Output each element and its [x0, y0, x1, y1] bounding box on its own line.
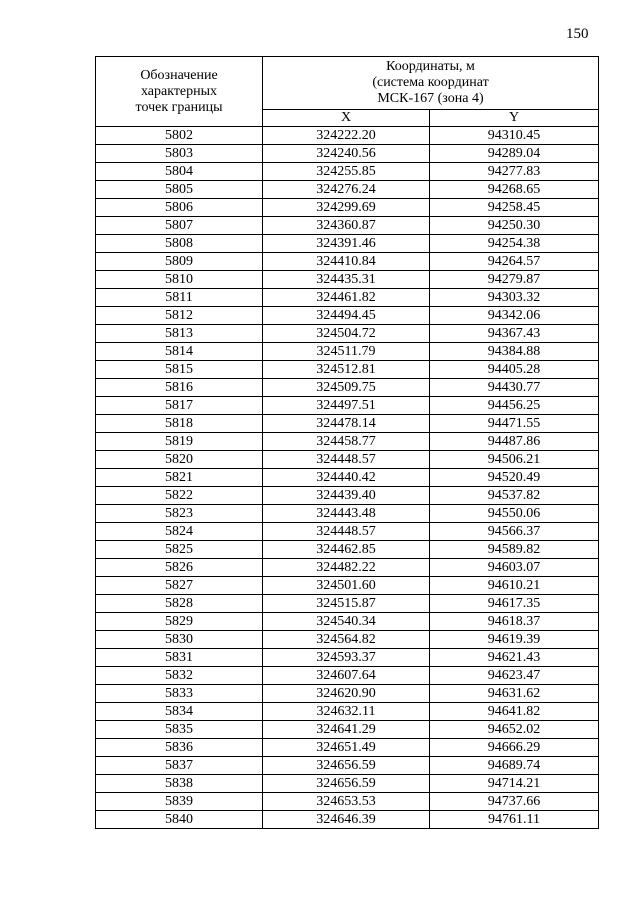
y-coordinate-cell: 94310.45 — [430, 127, 599, 145]
y-coordinate-cell: 94617.35 — [430, 595, 599, 613]
x-coordinate-cell: 324593.37 — [263, 649, 430, 667]
header-point-line: Обозначение — [140, 67, 218, 83]
y-coordinate-cell: 94603.07 — [430, 559, 599, 577]
y-coordinate-cell: 94652.02 — [430, 721, 599, 739]
x-coordinate-cell: 324651.49 — [263, 739, 430, 757]
y-coordinate-cell: 94279.87 — [430, 271, 599, 289]
y-coordinate-cell: 94430.77 — [430, 379, 599, 397]
x-coordinate-cell: 324511.79 — [263, 343, 430, 361]
y-coordinate-cell: 94268.65 — [430, 181, 599, 199]
point-id-cell: 5826 — [96, 559, 263, 577]
point-id-cell: 5829 — [96, 613, 263, 631]
y-coordinate-cell: 94737.66 — [430, 793, 599, 811]
point-id-cell: 5802 — [96, 127, 263, 145]
table-row — [96, 397, 599, 415]
table-row — [96, 613, 599, 631]
y-coordinate-cell: 94277.83 — [430, 163, 599, 181]
x-coordinate-cell: 324515.87 — [263, 595, 430, 613]
y-coordinate-cell: 94520.49 — [430, 469, 599, 487]
point-id-cell: 5821 — [96, 469, 263, 487]
table-row — [96, 595, 599, 613]
point-id-cell: 5811 — [96, 289, 263, 307]
table-row — [96, 703, 599, 721]
x-coordinate-cell: 324461.82 — [263, 289, 430, 307]
point-id-cell: 5837 — [96, 757, 263, 775]
point-id-cell: 5815 — [96, 361, 263, 379]
x-coordinate-cell: 324620.90 — [263, 685, 430, 703]
x-coordinate-cell: 324494.45 — [263, 307, 430, 325]
table-row — [96, 631, 599, 649]
coordinates-table — [95, 56, 599, 829]
point-id-cell: 5823 — [96, 505, 263, 523]
x-coordinate-cell: 324509.75 — [263, 379, 430, 397]
x-coordinate-cell: 324497.51 — [263, 397, 430, 415]
table-row — [96, 127, 599, 145]
point-id-cell: 5827 — [96, 577, 263, 595]
page-number: 150 — [566, 26, 589, 42]
x-coordinate-cell: 324653.53 — [263, 793, 430, 811]
x-coordinate-cell: 324448.57 — [263, 451, 430, 469]
y-coordinate-cell: 94589.82 — [430, 541, 599, 559]
point-id-cell: 5839 — [96, 793, 263, 811]
y-coordinate-cell: 94250.30 — [430, 217, 599, 235]
table-row — [96, 433, 599, 451]
table-row — [96, 721, 599, 739]
y-coordinate-cell: 94303.32 — [430, 289, 599, 307]
point-id-cell: 5814 — [96, 343, 263, 361]
x-coordinate-cell: 324656.59 — [263, 757, 430, 775]
y-coordinate-cell: 94264.57 — [430, 253, 599, 271]
point-id-cell: 5831 — [96, 649, 263, 667]
y-coordinate-cell: 94689.74 — [430, 757, 599, 775]
table-row — [96, 487, 599, 505]
x-coordinate-cell: 324448.57 — [263, 523, 430, 541]
point-id-cell: 5806 — [96, 199, 263, 217]
table-row — [96, 649, 599, 667]
point-id-cell: 5813 — [96, 325, 263, 343]
x-coordinate-cell: 324222.20 — [263, 127, 430, 145]
table-row — [96, 469, 599, 487]
table-row — [96, 577, 599, 595]
table-row — [96, 217, 599, 235]
point-id-cell: 5828 — [96, 595, 263, 613]
table-row — [96, 145, 599, 163]
table-row — [96, 289, 599, 307]
coordinates-header — [263, 57, 599, 110]
y-coordinate-cell: 94471.55 — [430, 415, 599, 433]
header-coord-line: МСК-167 (зона 4) — [377, 91, 484, 106]
table-row — [96, 343, 599, 361]
point-id-cell: 5810 — [96, 271, 263, 289]
y-coordinate-cell: 94631.62 — [430, 685, 599, 703]
x-coordinate-cell: 324360.87 — [263, 217, 430, 235]
y-coordinate-cell: 94621.43 — [430, 649, 599, 667]
x-coordinate-cell: 324501.60 — [263, 577, 430, 595]
point-id-cell: 5838 — [96, 775, 263, 793]
y-coordinate-cell: 94487.86 — [430, 433, 599, 451]
point-id-cell: 5818 — [96, 415, 263, 433]
x-coordinate-cell: 324462.85 — [263, 541, 430, 559]
y-coordinate-cell: 94566.37 — [430, 523, 599, 541]
point-id-cell: 5808 — [96, 235, 263, 253]
point-id-cell: 5816 — [96, 379, 263, 397]
y-coordinate-cell: 94342.06 — [430, 307, 599, 325]
point-designation-header — [96, 57, 263, 127]
table-row — [96, 181, 599, 199]
point-id-cell: 5830 — [96, 631, 263, 649]
y-coordinate-cell: 94258.45 — [430, 199, 599, 217]
table-row — [96, 505, 599, 523]
y-coordinate-cell: 94456.25 — [430, 397, 599, 415]
point-id-cell: 5824 — [96, 523, 263, 541]
x-coordinate-cell: 324641.29 — [263, 721, 430, 739]
table-body — [96, 127, 599, 829]
x-coordinate-cell: 324443.48 — [263, 505, 430, 523]
x-coordinate-cell: 324410.84 — [263, 253, 430, 271]
table-row — [96, 559, 599, 577]
table-row — [96, 415, 599, 433]
y-coordinate-cell: 94506.21 — [430, 451, 599, 469]
point-id-cell: 5836 — [96, 739, 263, 757]
point-id-cell: 5833 — [96, 685, 263, 703]
table-row — [96, 667, 599, 685]
point-id-cell: 5804 — [96, 163, 263, 181]
y-coordinate-cell: 94641.82 — [430, 703, 599, 721]
table-row — [96, 253, 599, 271]
header-point-line: точек границы — [135, 99, 223, 115]
x-coordinate-cell: 324299.69 — [263, 199, 430, 217]
y-coordinate-cell: 94618.37 — [430, 613, 599, 631]
y-coordinate-cell: 94289.04 — [430, 145, 599, 163]
x-coordinate-cell: 324646.39 — [263, 811, 430, 829]
y-coordinate-cell: 94666.29 — [430, 739, 599, 757]
point-id-cell: 5822 — [96, 487, 263, 505]
table-row — [96, 523, 599, 541]
y-coordinate-cell: 94619.39 — [430, 631, 599, 649]
x-coordinate-cell: 324255.85 — [263, 163, 430, 181]
point-id-cell: 5840 — [96, 811, 263, 829]
x-column-header: X — [263, 110, 430, 127]
x-coordinate-cell: 324478.14 — [263, 415, 430, 433]
x-coordinate-cell: 324540.34 — [263, 613, 430, 631]
table-header — [96, 57, 599, 127]
table-row — [96, 775, 599, 793]
x-coordinate-cell: 324656.59 — [263, 775, 430, 793]
table-row — [96, 199, 599, 217]
point-id-cell: 5819 — [96, 433, 263, 451]
x-coordinate-cell: 324564.82 — [263, 631, 430, 649]
x-coordinate-cell: 324458.77 — [263, 433, 430, 451]
header-coord-line: Координаты, м — [386, 59, 475, 74]
table-row — [96, 235, 599, 253]
table-row — [96, 811, 599, 829]
point-id-cell: 5817 — [96, 397, 263, 415]
point-id-cell: 5820 — [96, 451, 263, 469]
y-coordinate-cell: 94405.28 — [430, 361, 599, 379]
x-coordinate-cell: 324512.81 — [263, 361, 430, 379]
table-row — [96, 685, 599, 703]
x-coordinate-cell: 324607.64 — [263, 667, 430, 685]
y-column-header: Y — [430, 110, 599, 127]
point-id-cell: 5805 — [96, 181, 263, 199]
y-coordinate-cell: 94384.88 — [430, 343, 599, 361]
header-point-line: характерных — [140, 83, 218, 99]
x-coordinate-cell: 324482.22 — [263, 559, 430, 577]
x-coordinate-cell: 324440.42 — [263, 469, 430, 487]
table-row — [96, 451, 599, 469]
y-coordinate-cell: 94623.47 — [430, 667, 599, 685]
table-row — [96, 757, 599, 775]
table-row — [96, 541, 599, 559]
table-row — [96, 325, 599, 343]
table-row — [96, 793, 599, 811]
y-coordinate-cell: 94714.21 — [430, 775, 599, 793]
x-coordinate-cell: 324391.46 — [263, 235, 430, 253]
point-id-cell: 5812 — [96, 307, 263, 325]
x-coordinate-cell: 324240.56 — [263, 145, 430, 163]
y-coordinate-cell: 94550.06 — [430, 505, 599, 523]
y-coordinate-cell: 94367.43 — [430, 325, 599, 343]
point-id-cell: 5825 — [96, 541, 263, 559]
point-id-cell: 5803 — [96, 145, 263, 163]
table-row — [96, 739, 599, 757]
y-coordinate-cell: 94537.82 — [430, 487, 599, 505]
y-coordinate-cell: 94761.11 — [430, 811, 599, 829]
point-id-cell: 5832 — [96, 667, 263, 685]
x-coordinate-cell: 324435.31 — [263, 271, 430, 289]
table-row — [96, 379, 599, 397]
table-row — [96, 361, 599, 379]
point-id-cell: 5835 — [96, 721, 263, 739]
point-id-cell: 5807 — [96, 217, 263, 235]
x-coordinate-cell: 324276.24 — [263, 181, 430, 199]
table-row — [96, 271, 599, 289]
table-row — [96, 307, 599, 325]
table-row — [96, 163, 599, 181]
y-coordinate-cell: 94254.38 — [430, 235, 599, 253]
header-coord-line: (система координат — [372, 75, 489, 90]
point-id-cell: 5809 — [96, 253, 263, 271]
x-coordinate-cell: 324504.72 — [263, 325, 430, 343]
y-coordinate-cell: 94610.21 — [430, 577, 599, 595]
point-id-cell: 5834 — [96, 703, 263, 721]
x-coordinate-cell: 324439.40 — [263, 487, 430, 505]
x-coordinate-cell: 324632.11 — [263, 703, 430, 721]
